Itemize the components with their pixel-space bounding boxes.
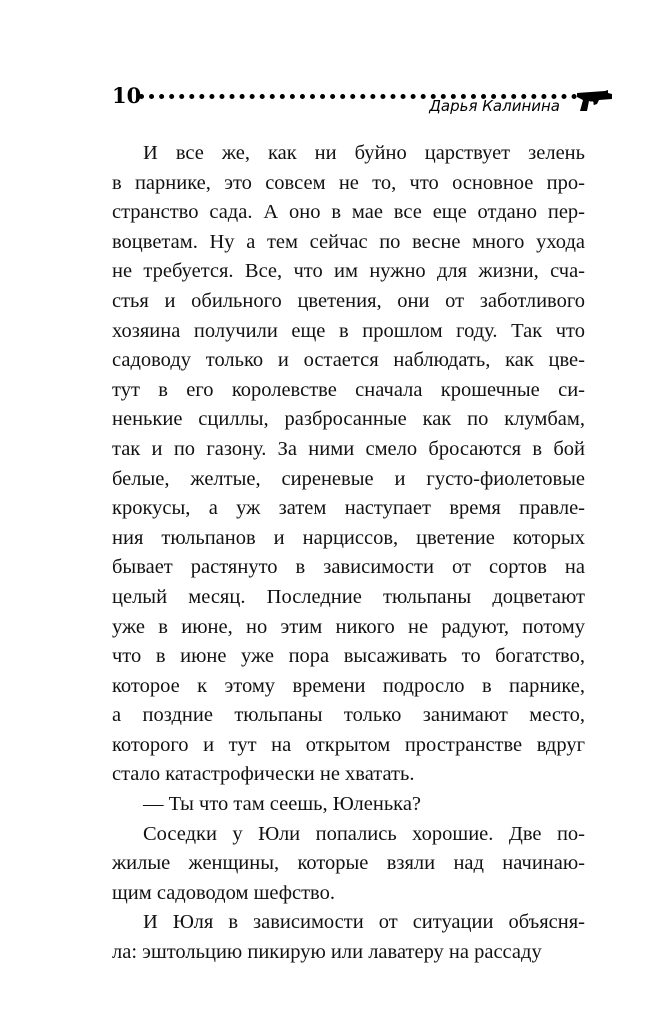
text-line: которое к этому времени подросло в парнике, <box>112 674 585 697</box>
text-line: крокусы, а уж затем наступает время правле- <box>112 497 585 520</box>
text-line: белые, желтые, сиреневые и густо-фиолетовые <box>112 467 585 490</box>
text-line: в парнике, это совсем не то, что основное про- <box>112 171 585 194</box>
text-line: садоводу только и остается наблюдать, как цве- <box>112 349 585 372</box>
text-line: жилые женщины, которые взяли над начинаю- <box>112 852 585 875</box>
author-name: Дарья Калинина <box>429 97 560 115</box>
text-line: стало катастрофически не хватать. <box>112 763 415 786</box>
running-header <box>112 84 612 118</box>
text-line: воцветам. Ну а тем сейчас по весне много ухода <box>112 230 585 253</box>
text-line: бывает растянуто в зависимости от сортов на <box>112 556 585 579</box>
text-line: ла: эштольцию пикирую или лаватеру на рассаду <box>112 941 542 964</box>
text-line: уже в июне, но этим никого не радуют, потому <box>112 615 585 638</box>
text-line: не требуется. Все, что им нужно для жизни, сча- <box>112 260 585 283</box>
text-line: так и по газону. За ними смело бросаются в бой <box>112 437 585 460</box>
text-line: тут в его королевстве сначала крошечные си- <box>112 378 585 401</box>
page-number: 10 <box>112 83 142 108</box>
text-line: стья и обильного цветения, они от заботливого <box>112 289 585 312</box>
text-line: ненькие сциллы, разбросанные как по клумбам, <box>112 408 585 431</box>
text-line: хозяина получили еще в прошлом году. Так что <box>112 319 585 342</box>
text-line: а поздние тюльпаны только занимают место, <box>112 704 585 727</box>
text-line: щим садоводом шефство. <box>112 881 335 904</box>
text-line: ния тюльпанов и нарциссов, цветение которых <box>112 526 585 549</box>
text-line: что в июне уже пора высаживать то богатство, <box>112 645 585 668</box>
text-line: И все же, как ни буйно царствует зелень <box>143 142 585 164</box>
text-line: целый месяц. Последние тюльпаны доцветают <box>112 585 585 608</box>
text-line: Соседки у Юли попались хорошие. Две по- <box>143 822 585 845</box>
text-line: странство сада. А оно в мае все еще отдано пер- <box>112 201 585 224</box>
text-line: которого и тут на открытом пространстве вдруг <box>112 733 585 756</box>
text-line: И Юля в зависимости от ситуации объясня- <box>143 911 585 934</box>
body-text <box>112 139 585 968</box>
text-line: — Ты что там сеешь, Юленька? <box>143 793 422 816</box>
revolver-icon <box>575 84 613 112</box>
